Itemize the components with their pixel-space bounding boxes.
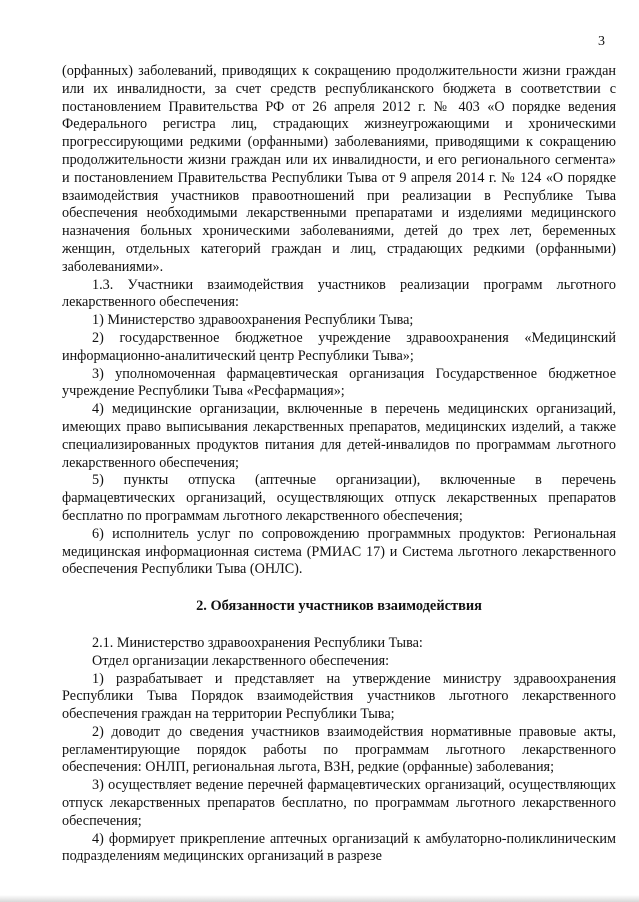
duty-item-1: 1) разрабатывает и представляет на утверждение министру здравоохранения Республики Тыва Порядок взаимодействия участников льготного лекарственного обеспечения граждан на территории Республики Тыва;	[62, 670, 616, 723]
department-label: Отдел организации лекарственного обеспечения:	[92, 652, 390, 669]
list-item-6: 6) исполнитель услуг по сопровождению программных продуктов: Региональная медицинская информационная система (РМИАС 17) и Система льготного лекарственного обеспечения Республики Тыва (ОНЛС).	[62, 525, 616, 578]
page-number: 3	[598, 34, 605, 49]
list-item-4: 4) медицинские организации, включенные в перечень медицинских организаций, имеющих право выписывания лекарственных препаратов, медицинских изделий, а также специализированных продуктов питания для детей-инвалидов по программам льготного лекарственного обеспечения;	[62, 401, 616, 471]
paragraph-2-1: 2.1. Министерство здравоохранения Республики Тыва:	[92, 634, 423, 651]
duty-item-2: 2) доводит до сведения участников взаимодействия нормативные правовые акты, регламентирующие порядок работы по программам льготного лекарственного обеспечения: ОНЛП, региональная льгота, ВЗН, редкие (орфанные) заболевания;	[62, 723, 616, 776]
scan-edge-shadow	[0, 895, 639, 902]
list-item-3: 3) уполномоченная фармацевтическая организация Государственное бюджетное учреждение Республики Тыва «Ресфармация»;	[62, 365, 616, 400]
list-item-1: 1) Министерство здравоохранения Республики Тыва;	[92, 312, 414, 329]
section-heading: 2. Обязанности участников взаимодействия	[196, 598, 482, 615]
paragraph-continuation: (орфанных) заболеваний, приводящих к сокращению продолжительности жизни граждан или их инвалидности, за счет средств республиканского бюджета в соответствии с постановлением Правительства РФ от 26 апреля 2012 г. № 403 «О порядке ведения Федерального регистра лиц, страдающих жизнеугрожающими и хроническими прогрессирующими редкими (орфанными) заболеваниями, приводящими к сокращению продолжительности жизни граждан или их инвалидности, и его регионального сегмента» и постановлением Правительства Республики Тыва от 9 апреля 2014 г. № 124 «О порядке взаимодействия участников правоотношений при реализации в Республике Тыва обеспечения необходимыми лекарственными препаратами и изделиями медицинского назначения больных хроническими заболеваниями, детей до трех лет, беременных женщин, отдельных категорий граждан и лиц, страдающих редкими (орфанными) заболеваниями».	[62, 63, 616, 275]
duty-item-3: 3) осуществляет ведение перечней фармацевтических организаций, осуществляющих отпуск лекарственных препаратов бесплатно, по программам льготного лекарственного обеспечения;	[62, 777, 616, 829]
list-item-2: 2) государственное бюджетное учреждение здравоохранения «Медицинский информационно-аналитический центр Республики Тыва»;	[62, 329, 616, 364]
list-item-5: 5) пункты отпуска (аптечные организации), включенные в перечень фармацевтических организаций, осуществляющих отпуск лекарственных препаратов бесплатно по программам льготного лекарственного обеспечения;	[62, 472, 616, 524]
paragraph-1-3: 1.3. Участники взаимодействия участников реализации программ льготного лекарственного обеспечения:	[62, 276, 616, 311]
duty-item-4: 4) формирует прикрепление аптечных организаций к амбулаторно-поликлиническим подразделениям медицинских организаций в разрезе	[62, 830, 616, 865]
document-body	[62, 63, 616, 866]
